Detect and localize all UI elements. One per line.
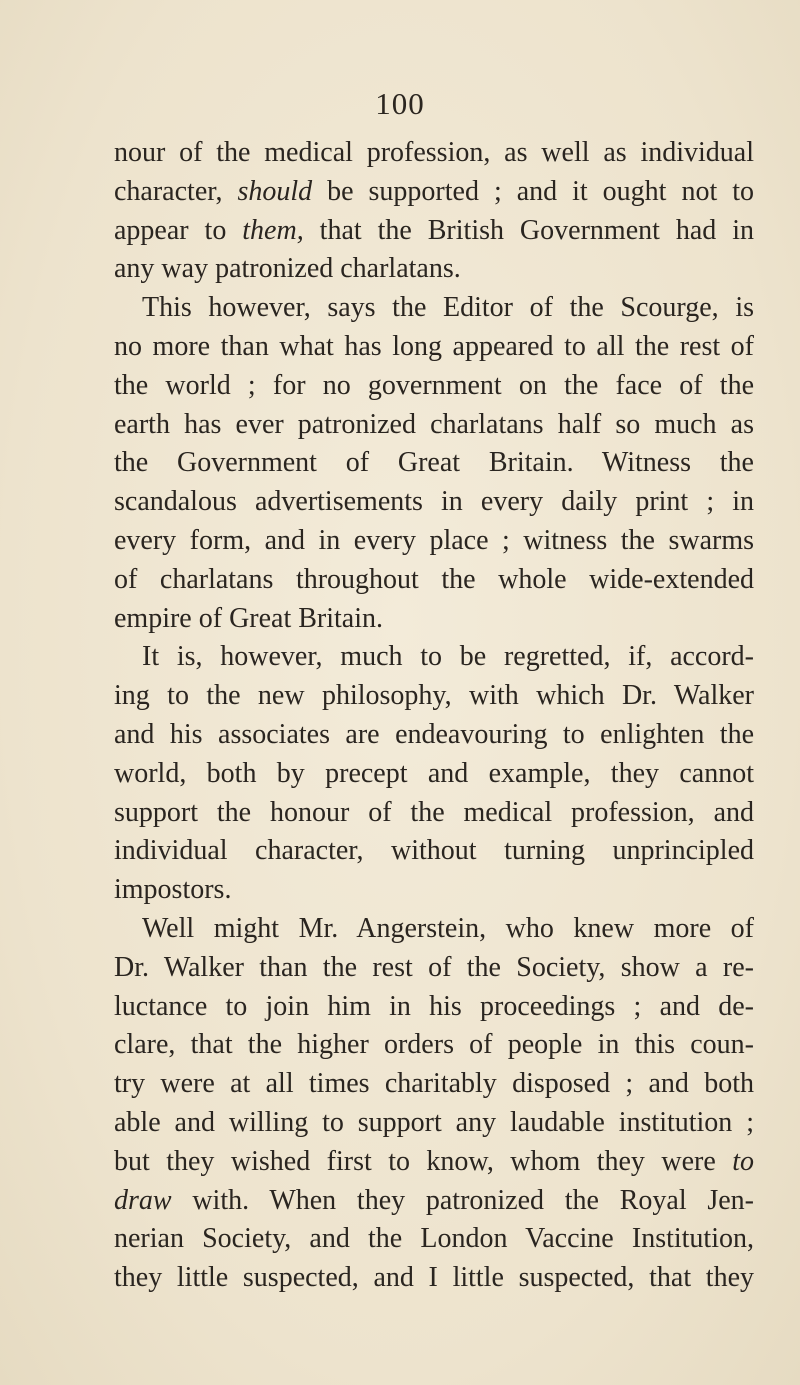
- text-segment: that the British Government had in: [303, 214, 754, 246]
- text-line: [114, 832, 754, 871]
- text-line: [114, 1104, 754, 1143]
- text-segment: Well might Mr. Angerstein, who knew more of: [142, 912, 754, 944]
- italic-text: to: [732, 1145, 754, 1177]
- text-line: [114, 1143, 754, 1182]
- text-line: [114, 1182, 754, 1221]
- page-number: 100: [375, 86, 425, 121]
- text-segment: support the honour of the medical profession, and: [114, 796, 754, 828]
- text-segment: but they wished first to know, whom they were: [114, 1145, 733, 1177]
- text-line: [114, 1259, 754, 1298]
- text-line: [114, 444, 754, 483]
- text-segment: nerian Society, and the London Vaccine Institution,: [114, 1223, 754, 1255]
- text-line: [114, 561, 754, 600]
- text-segment: they little suspected, and I little suspected, that they: [114, 1262, 754, 1294]
- text-line: [114, 1065, 754, 1104]
- text-line: [114, 212, 754, 251]
- text-segment: It is, however, much to be regretted, if, accord-: [142, 641, 754, 673]
- text-line: [114, 134, 754, 173]
- text-segment: and his associates are endeavouring to enlighten the: [114, 718, 754, 750]
- text-line: [114, 522, 754, 561]
- text-segment: empire of Great Britain.: [114, 602, 384, 634]
- text-segment: be supported ; and it ought not to: [312, 175, 754, 207]
- text-line: [114, 1026, 754, 1065]
- text-segment: scandalous advertisements in every daily print ; in: [114, 486, 754, 518]
- text-segment: any way patronized charlatans.: [114, 253, 461, 285]
- text-line: [114, 1220, 754, 1259]
- text-segment: ing to the new philosophy, with which Dr. Walker: [114, 680, 754, 712]
- text-segment: try were at all times charitably disposed ; and both: [114, 1068, 754, 1100]
- text-line: [114, 483, 754, 522]
- text-line: [114, 677, 754, 716]
- text-line: [114, 755, 754, 794]
- text-segment: nour of the medical profession, as well as individual: [114, 137, 754, 168]
- italic-text: draw: [114, 1184, 172, 1216]
- text-line: [114, 988, 754, 1027]
- text-line: [114, 716, 754, 755]
- text-segment: the Government of Great Britain. Witness the: [114, 447, 754, 479]
- text-line: [114, 367, 754, 406]
- text-segment: of charlatans throughout the whole wide-extended: [114, 563, 754, 595]
- text-line: [114, 600, 754, 639]
- text-line: [114, 910, 754, 949]
- text-segment: character,: [114, 175, 238, 207]
- text-segment: earth has ever patronized charlatans half so much as: [114, 408, 754, 440]
- body-text: [114, 134, 754, 1298]
- text-line: [114, 406, 754, 445]
- text-line: [114, 173, 754, 212]
- text-segment: the world ; for no government on the face of the: [114, 369, 754, 401]
- text-segment: able and willing to support any laudable institution ;: [114, 1106, 754, 1138]
- text-line: [114, 871, 754, 910]
- text-segment: This however, says the Editor of the Scourge, is: [142, 292, 754, 324]
- italic-text: them,: [242, 214, 304, 246]
- text-line: [114, 328, 754, 367]
- text-segment: every form, and in every place ; witness the swarms: [114, 524, 754, 556]
- text-segment: appear to: [114, 214, 243, 246]
- text-segment: individual character, without turning unprincipled: [114, 835, 754, 867]
- text-segment: no more than what has long appeared to all the rest of: [114, 330, 754, 362]
- text-segment: world, both by precept and example, they cannot: [114, 757, 754, 789]
- text-line: [114, 794, 754, 833]
- text-segment: with. When they patronized the Royal Jen-: [171, 1184, 754, 1216]
- text-line: [114, 250, 754, 289]
- text-line: [114, 949, 754, 988]
- text-segment: impostors.: [114, 874, 232, 906]
- text-segment: Dr. Walker than the rest of the Society, show a re-: [114, 951, 754, 983]
- text-line: [114, 289, 754, 328]
- text-segment: luctance to join him in his proceedings ; and de-: [114, 990, 754, 1022]
- text-segment: clare, that the higher orders of people in this coun-: [114, 1029, 754, 1061]
- text-line: [114, 638, 754, 677]
- italic-text: should: [237, 175, 313, 207]
